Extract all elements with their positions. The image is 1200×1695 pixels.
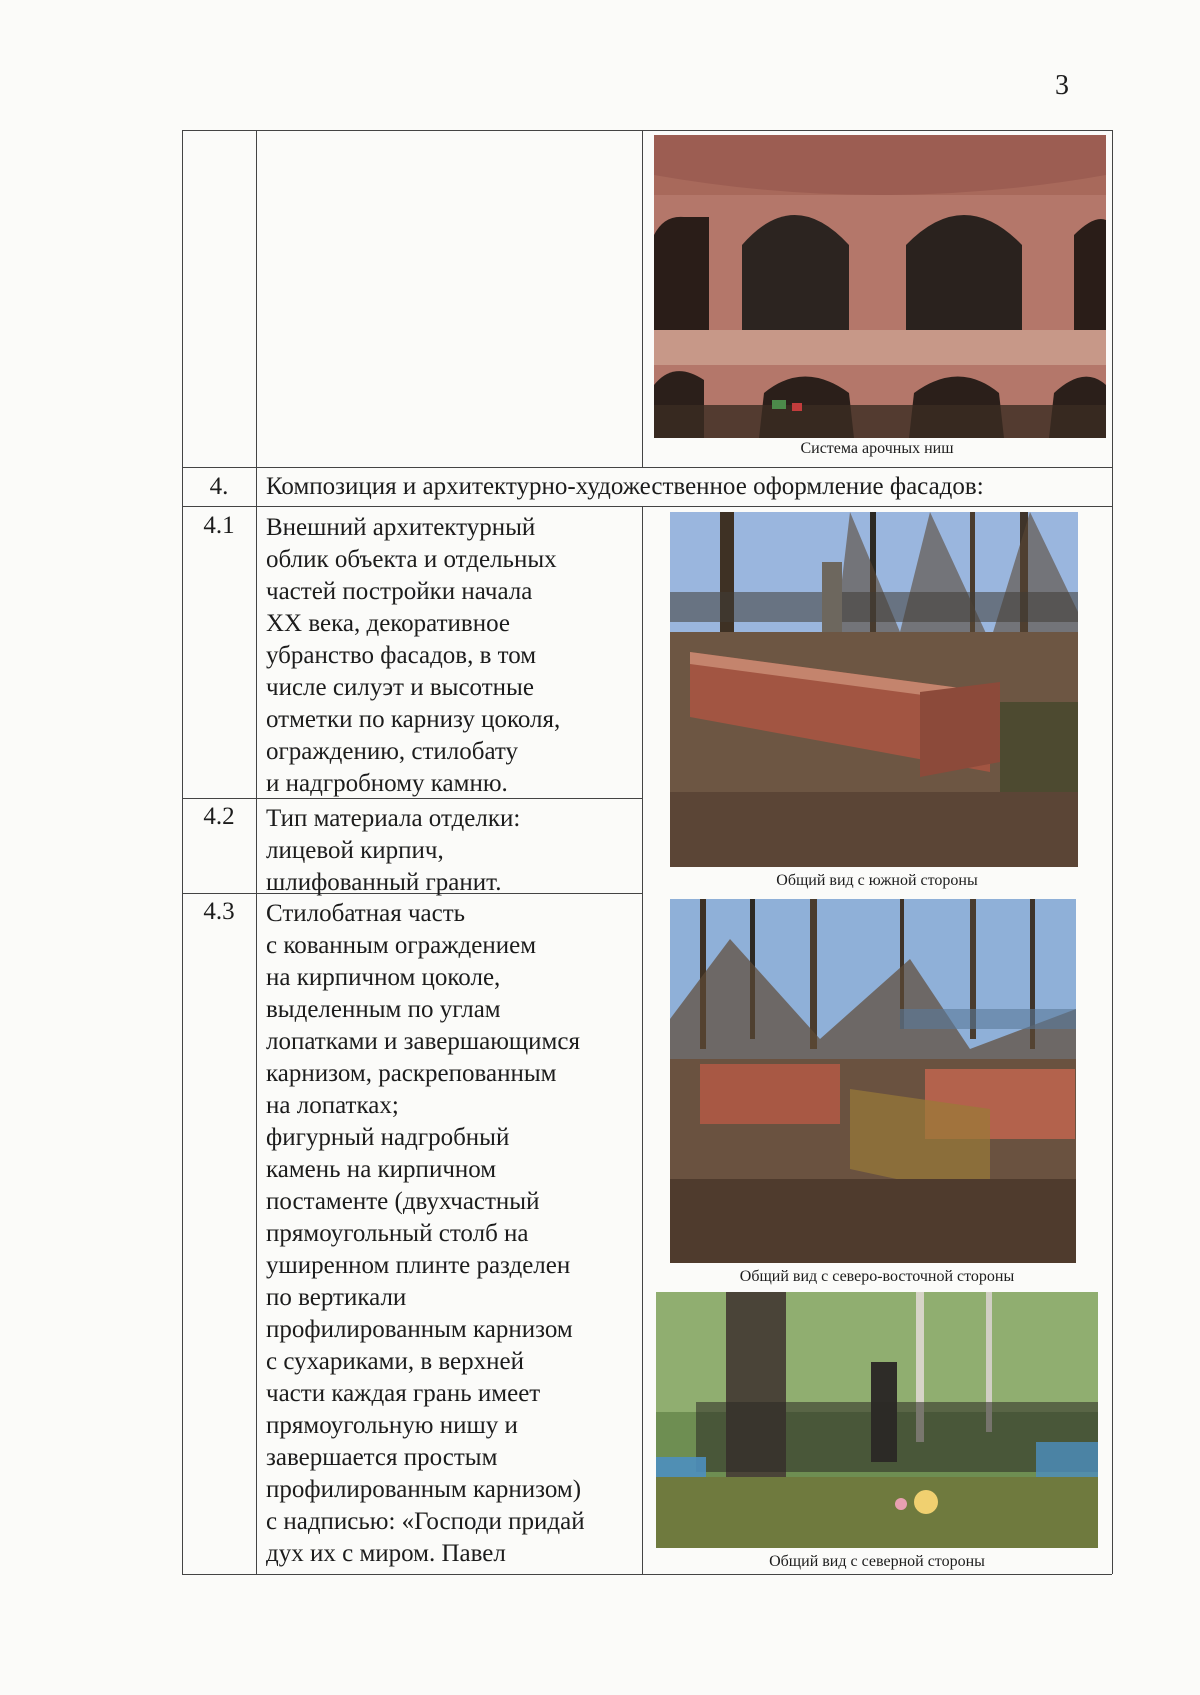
photo-north-east-view bbox=[670, 899, 1076, 1263]
row-number: 4.2 bbox=[203, 803, 235, 830]
row-text: Тип материала отделки: лицевой кирпич, шлифованный гранит. bbox=[266, 805, 521, 896]
page-number: 3 bbox=[1055, 70, 1069, 101]
photo-caption: Общий вид с южной стороны bbox=[776, 872, 978, 889]
photo-north-view bbox=[656, 1292, 1098, 1548]
table-rule bbox=[182, 1574, 1112, 1575]
row-number: 4.1 bbox=[203, 512, 235, 539]
photo-arched-niches bbox=[654, 135, 1106, 438]
photo-caption: Общий вид с северной стороны bbox=[769, 1553, 985, 1570]
table-rule bbox=[642, 506, 643, 1574]
row-text: Внешний архитектурный облик объекта и отдельных частей постройки начала XX века, декоративное убранство фасадов, в том числе силуэт и высотные отметки по карнизу цоколя, ограждению, стилобату и надгробному камню. bbox=[266, 514, 561, 797]
table-rule bbox=[642, 130, 643, 467]
table-rule bbox=[182, 130, 183, 1574]
photo-south-view bbox=[670, 512, 1078, 867]
table-rule bbox=[182, 467, 1112, 468]
photo-caption: Система арочных ниш bbox=[800, 440, 954, 457]
row-number: 4.3 bbox=[203, 898, 235, 925]
section-title: Композиция и архитектурно-художественное оформление фасадов: bbox=[266, 473, 984, 500]
section-number: 4. bbox=[209, 473, 229, 500]
row-text: Стилобатная часть с кованным ограждением на кирпичном цоколе, выделенным по углам лопатками и завершающимся карнизом, раскрепованным на лопатках; фигурный надгробный камень на кирпичном постаменте (двухчастный прямоугольный столб на уширенном плинте разделен по вертикали профилированным карнизом с сухариками, в верхней части каждая грань имеет прямоугольную нишу и завершается простым профилированным карнизом) с надписью: «Господи придай дух их с миром. Павел bbox=[266, 900, 585, 1567]
table-rule bbox=[182, 130, 1112, 131]
table-rule bbox=[182, 506, 1112, 507]
photo-caption: Общий вид с северо-восточной стороны bbox=[739, 1268, 1015, 1285]
table-rule bbox=[1112, 130, 1113, 1574]
table-rule bbox=[256, 130, 257, 1574]
